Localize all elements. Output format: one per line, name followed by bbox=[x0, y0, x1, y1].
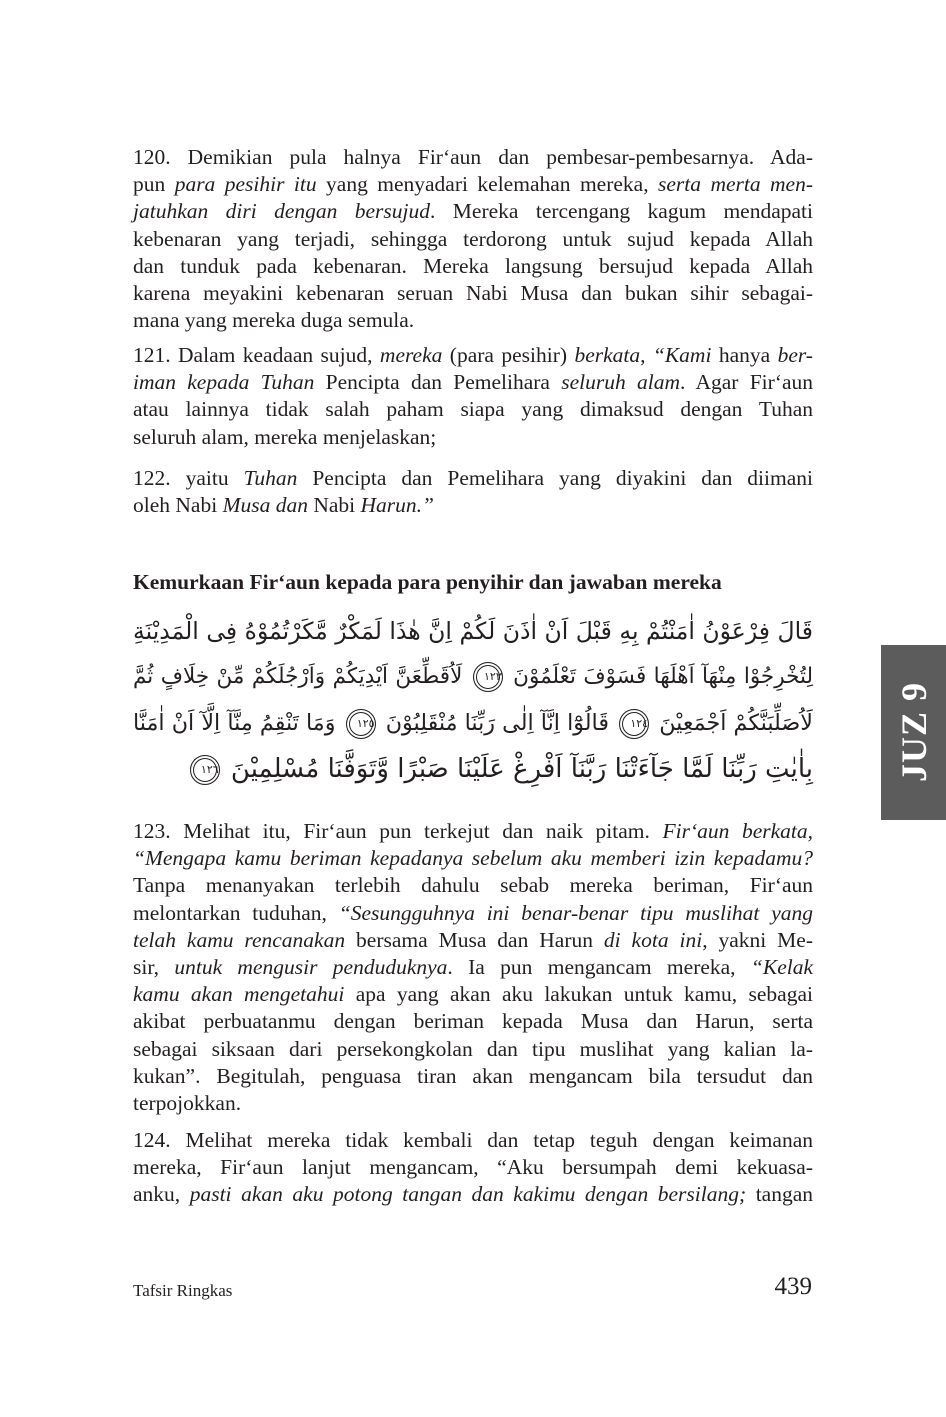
running-title: Tafsir Ringkas bbox=[133, 1281, 233, 1300]
text-run: لِتُخْرِجُوْا مِنْهَآ اَهْلَهَا فَسَوْفَ تَعْلَمُوْنَ bbox=[505, 664, 813, 689]
text-run: oleh Nabi bbox=[133, 493, 223, 518]
italic-text-run: Musa dan bbox=[222, 493, 308, 518]
text-run: Nabi bbox=[307, 493, 361, 518]
italic-text-run: berkata, “Kami bbox=[574, 343, 712, 367]
text-line bbox=[133, 845, 813, 872]
text-run: akibat perbuatanmu dengan beriman kepada Musa dan Harun, serta bbox=[133, 1009, 813, 1034]
text-run: 123. Melihat itu, Fir‘aun pun terkejut dan naik pitam. bbox=[133, 819, 663, 843]
italic-text-run: untuk mengusir penduduknya bbox=[174, 955, 448, 980]
text-run: (para pesihir) bbox=[442, 343, 575, 367]
text-run: 120. Demikian pula halnya Fir‘aun dan pembesar-pembesarnya. Ada- bbox=[133, 145, 813, 169]
text-line bbox=[133, 226, 813, 253]
text-line bbox=[133, 981, 813, 1008]
paragraph-122 bbox=[133, 465, 813, 519]
text-run: hanya bbox=[711, 343, 778, 367]
italic-text-run: para pesihir itu bbox=[174, 172, 317, 197]
italic-text-run: Harun.” bbox=[360, 493, 434, 518]
text-line bbox=[133, 492, 813, 519]
text-line bbox=[133, 424, 813, 451]
text-run: yang menyadari kelemahan mereka, bbox=[316, 172, 659, 197]
text-line bbox=[133, 818, 813, 845]
italic-text-run: jatuhkan diri dengan bersujud bbox=[133, 199, 431, 224]
text-run: apa yang akan aku lakukan untuk kamu, sebagai bbox=[344, 982, 813, 1007]
text-run: , yakni Me- bbox=[702, 927, 813, 952]
text-run: . Mereka tercengang kagum mendapati bbox=[430, 199, 813, 224]
text-run: kebenaran yang terjadi, sehingga terdorong untuk sujud kepada Allah bbox=[133, 226, 813, 251]
text-run: terpojokkan. bbox=[133, 1091, 242, 1116]
text-run: sir, bbox=[133, 955, 175, 980]
text-run: dan tunduk pada kebenaran. Mereka langsung bersujud kepada Allah bbox=[133, 253, 813, 278]
paragraph-120 bbox=[133, 144, 813, 334]
text-line bbox=[133, 1154, 813, 1181]
text-run: melontarkan tuduhan, bbox=[133, 900, 339, 925]
text-run: mana yang mereka duga semula. bbox=[133, 308, 415, 333]
text-line bbox=[133, 654, 813, 700]
text-line bbox=[133, 465, 813, 492]
italic-text-run: ber- bbox=[777, 343, 813, 367]
text-line bbox=[133, 954, 813, 981]
text-line bbox=[133, 1063, 813, 1090]
text-line bbox=[133, 900, 813, 927]
italic-text-run: di kota ini bbox=[603, 927, 703, 952]
text-run: mereka, Fir‘aun lanjut mengancam, “Aku bersumpah demi kekuasa- bbox=[133, 1155, 813, 1180]
italic-text-run: Fir‘aun berkata, bbox=[662, 819, 813, 843]
text-run: قَالَ فِرْعَوْنُ اٰمَنْتُمْ بِهِ قَبْلَ اَنْ اٰذَنَ لَكُمْ اِنَّ هٰذَا لَمَكْرٌ مَّكَرْتُمُوْهُ فِى الْمَدِيْنَةِ bbox=[133, 617, 813, 645]
text-line bbox=[133, 927, 813, 954]
text-line bbox=[133, 700, 813, 746]
arabic-verses bbox=[133, 608, 813, 792]
text-line bbox=[133, 1008, 813, 1035]
text-run: seluruh alam, mereka menjelaskan; bbox=[133, 424, 437, 449]
page-number: 439 bbox=[774, 1273, 812, 1300]
text-run: لَاُصَلِّبَنَّكُمْ اَجْمَعِيْنَ bbox=[652, 710, 813, 736]
text-run: bersama Musa dan Harun bbox=[345, 927, 604, 952]
juz-tab bbox=[881, 645, 946, 820]
text-line bbox=[133, 1127, 813, 1154]
text-line bbox=[133, 307, 813, 334]
text-run: . Agar Fir‘aun bbox=[680, 370, 813, 395]
paragraph-124 bbox=[133, 1127, 813, 1209]
text-line bbox=[133, 608, 813, 654]
italic-text-run: “Mengapa kamu beriman kepadanya sebelum aku memberi izin kepadamu? bbox=[133, 846, 813, 871]
italic-text-run: kamu akan mengetahui bbox=[133, 982, 345, 1007]
text-run: atau lainnya tidak salah paham siapa yang dimaksud dengan Tuhan bbox=[133, 397, 813, 422]
ayah-number-marker: ١٢٥ bbox=[346, 709, 376, 739]
text-run: karena meyakini kebenaran seruan Nabi Musa dan bukan sihir sebagai- bbox=[133, 281, 813, 306]
italic-text-run: Tuhan bbox=[243, 466, 298, 490]
text-run: لَاُقَطِّعَنَّ اَيْدِيَكُمْ وَاَرْجُلَكُمْ مِّنْ خِلَافٍ ثُمَّ bbox=[133, 664, 470, 689]
ayah-number-marker: ١٢٦ bbox=[190, 755, 220, 785]
text-line bbox=[133, 280, 813, 307]
paragraph-123 bbox=[133, 818, 813, 1117]
text-run: sebagai siksaan dari persekongkolan dan tipu muslihat yang kalian la- bbox=[133, 1036, 813, 1061]
italic-text-run: mereka bbox=[379, 343, 443, 367]
juz-label: JUZ 9 bbox=[893, 682, 934, 783]
text-run: قَالُوْٓا اِنَّآ اِلٰى رَبِّنَا مُنْقَلِبُوْنَ bbox=[378, 710, 617, 736]
italic-text-run: telah kamu rencanakan bbox=[133, 927, 346, 952]
italic-text-run: pasti akan aku potong tangan dan kakimu dengan bersilang; bbox=[189, 1182, 747, 1207]
text-line bbox=[133, 342, 813, 369]
paragraph-121 bbox=[133, 342, 813, 451]
text-line bbox=[133, 1036, 813, 1063]
text-run: 122. yaitu bbox=[133, 466, 244, 490]
text-run: وَمَا تَنْقِمُ مِنَّآ اِلَّآ اَنْ اٰمَنَّا bbox=[133, 710, 343, 736]
text-line bbox=[133, 198, 813, 225]
text-line bbox=[133, 1181, 813, 1208]
text-run: بِاٰيٰتِ رَبِّنَا لَمَّا جَآءَتْنَا رَبَّنَآ اَفْرِغْ عَلَيْنَا صَبْرًا وَّتَوَفَّنَا مُسْلِمِيْنَ bbox=[222, 754, 813, 784]
text-run: tangan bbox=[746, 1182, 814, 1207]
text-run: Pencipta dan Pemelihara bbox=[314, 370, 562, 395]
text-line bbox=[133, 746, 813, 792]
text-line bbox=[133, 171, 813, 198]
text-line bbox=[133, 872, 813, 899]
text-line bbox=[133, 369, 813, 396]
italic-text-run: “Sesungguhnya ini benar-benar tipu muslihat yang bbox=[338, 900, 813, 925]
text-line bbox=[133, 144, 813, 171]
text-run: anku, bbox=[133, 1182, 190, 1207]
text-run: kukan”. Begitulah, penguasa tiran akan mengancam bila tersudut dan bbox=[133, 1063, 813, 1088]
italic-text-run: serta merta men- bbox=[658, 172, 814, 197]
italic-text-run: iman kepada Tuhan bbox=[133, 370, 315, 395]
text-run: . Ia pun mengancam mereka, bbox=[447, 955, 751, 980]
text-line bbox=[133, 1090, 813, 1117]
text-run: 121. Dalam keadaan sujud, bbox=[133, 343, 380, 367]
ayah-number-marker: ١٢٣ bbox=[473, 662, 503, 692]
text-run: pun bbox=[133, 172, 175, 197]
section-heading: Kemurkaan Fir‘aun kepada para penyihir dan jawaban mereka bbox=[133, 570, 722, 594]
text-run: Tanpa menanyakan terlebih dahulu sebab mereka beriman, Fir‘aun bbox=[133, 873, 813, 898]
italic-text-run: seluruh alam bbox=[561, 370, 680, 395]
text-run: Pencipta dan Pemelihara yang diyakini dan diimani bbox=[297, 466, 813, 490]
ayah-number-marker: ١٢٤ bbox=[619, 709, 649, 739]
italic-text-run: “Kelak bbox=[750, 955, 813, 980]
text-run: 124. Melihat mereka tidak kembali dan tetap teguh dengan keimanan bbox=[133, 1128, 813, 1152]
text-line bbox=[133, 253, 813, 280]
text-line bbox=[133, 396, 813, 423]
